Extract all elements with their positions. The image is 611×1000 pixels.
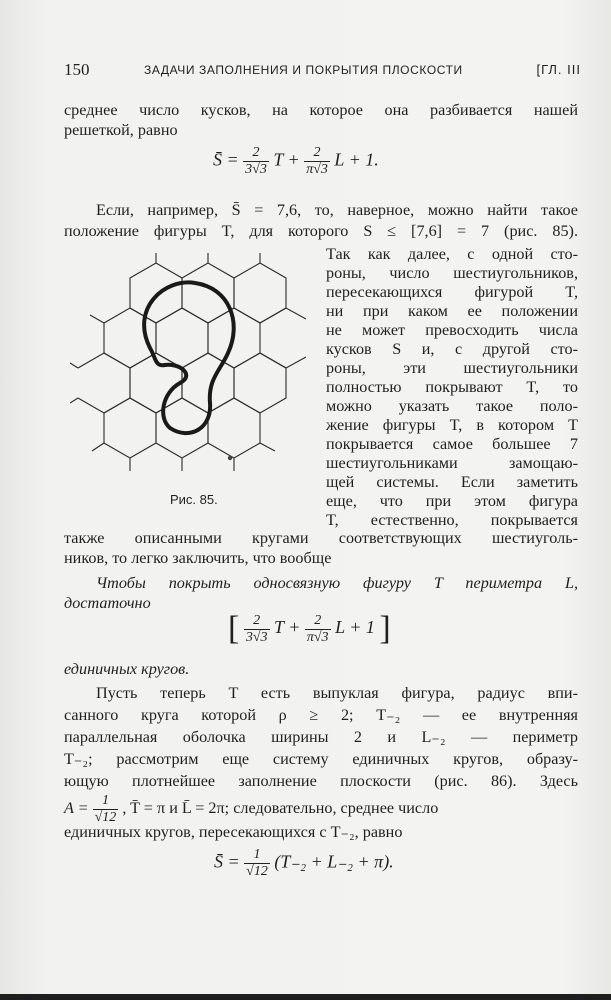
numerator: 1 (93, 793, 119, 810)
formula-term: T + (274, 617, 301, 638)
wrapped-line: ни при каком ее положении (326, 302, 578, 320)
paragraph-line: ющую плотнейшее заполнение плоскости (рис. 86). Здесь (64, 772, 578, 790)
right-bracket: ] (379, 610, 391, 647)
formula-term: L + 1 (335, 617, 375, 638)
formula-term: (T₋₂ + L₋₂ + π). (274, 851, 394, 872)
paragraph-line: параллельная оболочка ширины 2 и L₋₂ — периметр (64, 728, 578, 746)
wrapped-line: не может превосходить числа (326, 321, 578, 339)
numerator: 2 (243, 145, 269, 162)
hexagon-grid (70, 253, 306, 471)
wrapped-line: можно указать такое поло- (326, 397, 578, 415)
page-header (64, 58, 581, 80)
wrapped-line: щей системы. Если заметить (326, 473, 578, 491)
ink-dot (228, 456, 232, 460)
denominator: 3√3 (245, 629, 268, 645)
fraction (243, 145, 269, 178)
denominator: π√3 (306, 162, 328, 177)
numerator: 2 (304, 145, 330, 162)
figure-caption: Рис. 85. (170, 492, 218, 507)
figure-hexagon-tiling (70, 253, 306, 475)
paragraph-line: также описанными кругами соответствующих шестиуголь- (64, 529, 578, 547)
denominator: 3√3 (245, 162, 267, 177)
numerator: 2 (244, 613, 270, 630)
paragraph-line: Пусть теперь T есть выпуклая фигура, радиус впи- (96, 684, 578, 702)
wrapped-line: T, естественно, покрывается (326, 511, 578, 529)
formula-bound (228, 610, 391, 648)
numerator: 1 (244, 847, 270, 864)
formula-lhs: S̄ = (213, 149, 239, 170)
formula-term: T + (273, 149, 300, 170)
wrapped-line: Так как далее, с одной сто- (326, 245, 578, 263)
wrapped-line: шестиугольниками замощаю- (326, 454, 578, 472)
fraction (304, 145, 330, 178)
paragraph-line: решеткой, равно (64, 121, 178, 139)
paragraph-line: среднее число кусков, на которое она разбивается нашей (64, 101, 578, 119)
chapter-label: [ГЛ. III (536, 62, 581, 77)
page-number: 150 (64, 60, 90, 79)
fraction (244, 613, 270, 646)
figure-t-outline (144, 282, 234, 433)
wrapped-line: покрывается самое большее 7 (326, 435, 578, 453)
theorem-line: единичных кругов. (64, 660, 190, 678)
theorem-line: Чтобы покрыть односвязную фигуру T периметра L, (96, 574, 578, 592)
left-bracket: [ (228, 610, 240, 647)
wrapped-line: роны, число шестиугольников, (326, 264, 578, 282)
paragraph-line: Если, например, S̄ = 7,6, то, наверное, можно найти такое (96, 201, 578, 219)
paragraph-line: ников, то легко заключить, что вообще (64, 549, 332, 567)
wrapped-line: полностью покрывают T, то (326, 378, 578, 396)
theorem-line: достаточно (64, 594, 151, 612)
formula-term: L + 1. (334, 149, 379, 170)
paragraph-line: T₋₂; рассмотрим еще систему единичных кругов, образу- (64, 750, 578, 768)
paragraph-line: санного круга которой ρ ≥ 2; T₋₂ — ее внутренняя (64, 706, 578, 724)
wrapped-line: кусков S и, с другой сто- (326, 340, 578, 358)
denominator: √12 (94, 810, 117, 825)
paragraph-line: положение фигуры T, для которого S ≤ [7,6] = 7 (рис. 85). (64, 222, 578, 240)
paragraph-text: , T̄ = π и L̄ = 2π; следовательно, среднее число (122, 799, 439, 818)
wrapped-line: роны, эти шестиугольники (326, 359, 578, 377)
paragraph-line: единичных кругов, пересекающихся с T₋₂, равно (64, 823, 403, 841)
formula-mean-circles (214, 847, 394, 880)
formula-lhs: S̄ = (214, 851, 240, 872)
formula-term: A = (64, 799, 89, 818)
denominator: π√3 (306, 629, 329, 645)
wrapped-line: пересекающихся фигурой T, (326, 283, 578, 301)
fraction (244, 847, 270, 880)
numerator: 2 (305, 613, 331, 630)
running-title: ЗАДАЧИ ЗАПОЛНЕНИЯ И ПОКРЫТИЯ ПЛОСКОСТИ (144, 63, 463, 77)
formula-mean-pieces (213, 145, 379, 178)
wrapped-line: еще, что при этом фигура (326, 492, 578, 510)
page-edge (0, 994, 611, 1000)
fraction (305, 613, 331, 646)
wrapped-line: жение фигуры T, в котором T (326, 416, 578, 434)
denominator: √12 (246, 864, 268, 879)
